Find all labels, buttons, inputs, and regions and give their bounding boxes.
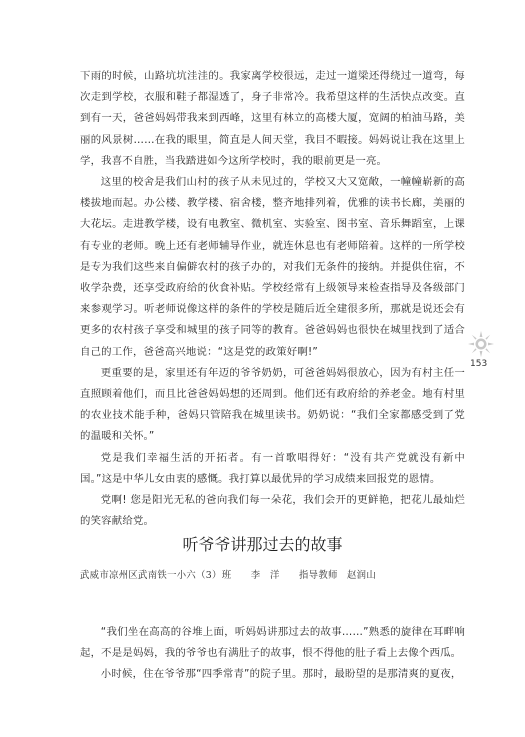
page-number: 153 [470,359,488,369]
article-body [80,622,465,686]
article-title: 听爷爷讲那过去的故事 [182,535,343,554]
paragraph: 这里的校舍是我们山村的孩子从未见过的，学校又大又宽敞，一幢幢崭新的高楼拔地而起。办公楼、教学楼、宿舍楼，整齐地排列着，优雅的读书长廊，美丽的大花坛。走进教学楼，设有电教室、微机室、实验室、图书室、音乐舞蹈室，上课有专业的老师。晚上还有老师辅导作业，就连休息也有老师陪着。这样的一所学校是专为我们这些来自偏僻农村的孩子办的，对我们无条件的接纳。并提供住宿，不收学杂费，还享受政府给的伙食补贴。学校经常有上级领导来检查指导及各级部门来参观学习。听老师说像这样的条件的学校是随后近全建很多所，那就是说还会有更多的农村孩子享受和城里的孩子同等的教育。爸爸妈妈也很快在城里找到了适合自己的工作，爸爸高兴地说：“这是党的政策好啊!” [80,176,465,358]
paragraph: 党是我们幸福生活的开拓者。有一首歌唱得好：“没有共产党就没有新中国。”这是中华儿女由衷的感慨。我打算以最优异的学习成绩来回报党的恩情。 [80,451,465,485]
previous-article-text [80,66,465,532]
byline-teacher: 赵润山 [346,570,377,581]
byline [80,567,480,581]
paragraph: 党啊! 您是阳光无私的爸向我们每一朵花，我们会开的更鲜艳，把花儿最灿烂的笑容献给党。 [80,494,465,528]
byline-school: 武威市凉州区武南铁一小六（3）班 [80,570,232,581]
paragraph: 下雨的时候，山路坑坑洼洼的。我家离学校很远，走过一道梁还得绕过一道弯，每次走到学校，衣服和鞋子都湿透了，身子非常冷。我希望这样的生活快点改变。直到有一天，爸爸妈妈带我来到西峰，这里有林立的高楼大厦，宽阔的柏油马路，美丽的风景树……在我的眼里，简直是人间天堂，我目不暇接。妈妈说让我在这里上学，我喜不自胜，当我踏进如今这所学校时，我的眼前更是一亮。 [80,70,465,167]
paragraph: 更重要的是，家里还有年迈的爷爷奶奶，可爸爸妈妈很放心，因为有村主任一直照顾着他们，而且比爸爸妈妈想的还周到。他们还有政府给的养老金。地有村里的农业技术能手种，爸妈只管陪我在城里读书。奶奶说：“我们全家都感受到了党的温暖和关怀。” [80,366,465,443]
sun-ornament-icon [468,331,494,357]
byline-teacher-label: 指导教师 [299,570,338,581]
paragraph: 小时候，住在爷爷那“四季常青”的院子里。那时，最盼望的是那清爽的夏夜， [100,668,462,681]
paragraph: “我们坐在高高的谷堆上面，听妈妈讲那过去的故事……”熟悉的旋律在耳畔响起，不是是妈妈，我的爷爷也有满肚子的故事，恨不得他的肚子看上去像个西瓜。 [80,626,465,660]
byline-student: 李 洋 [250,570,280,581]
